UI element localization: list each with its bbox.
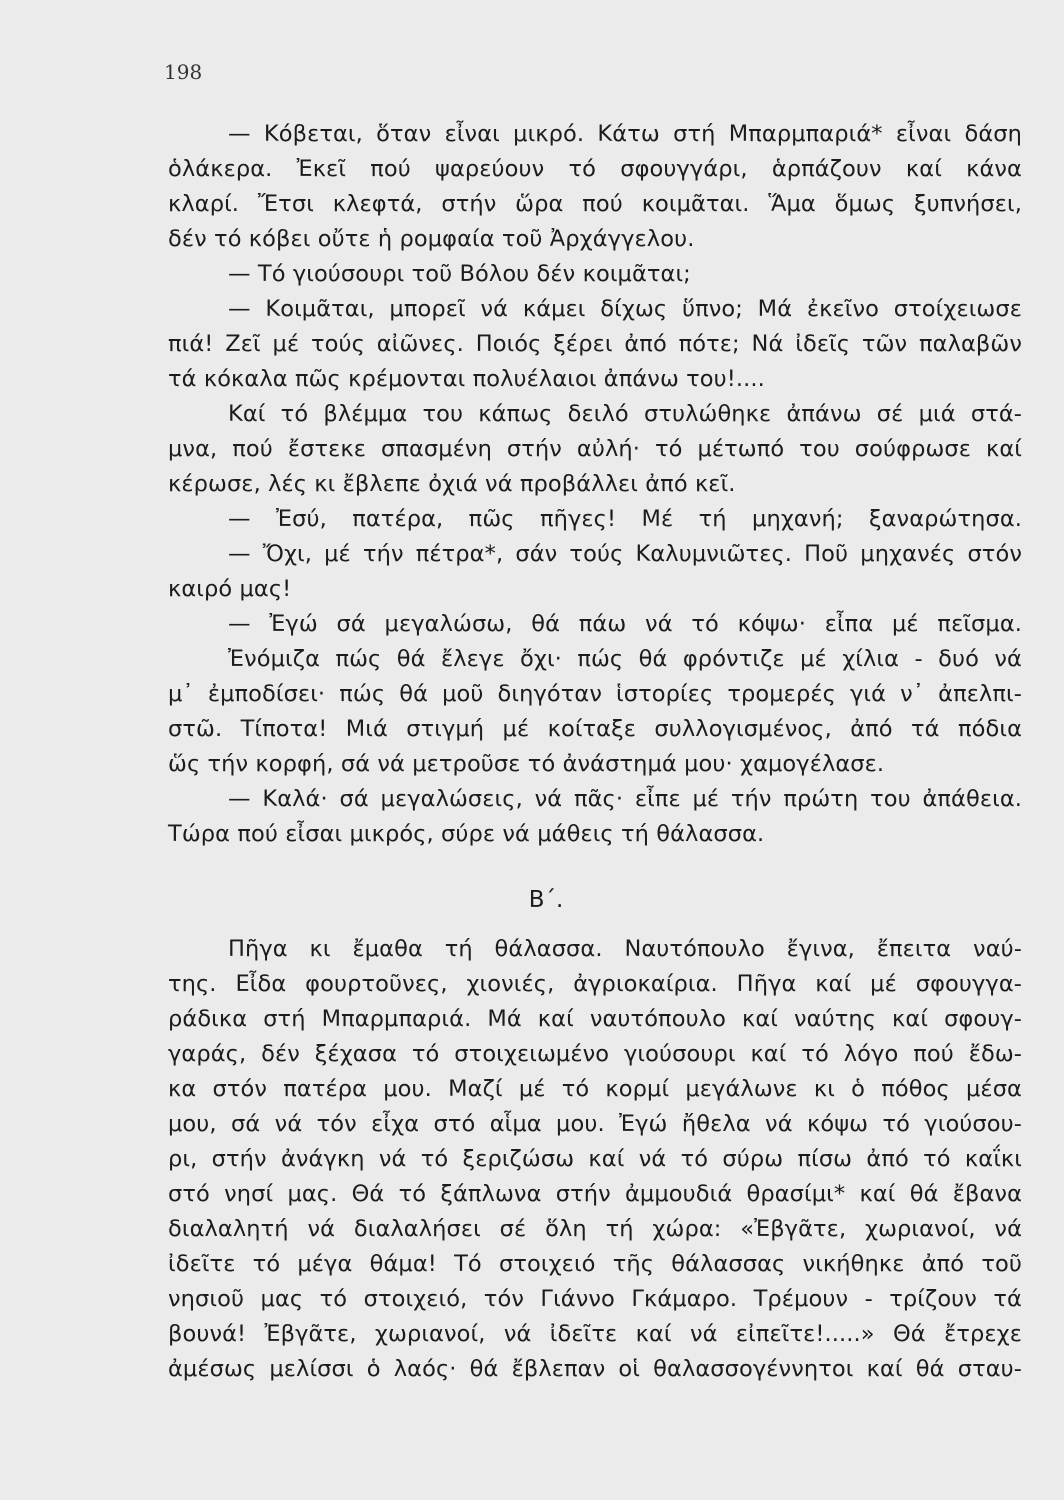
text-line: Ἐνόμιζα πώς θά ἔλεγε ὄχι· πώς θά φρόντιζε μέ χίλια - δυό νά — [228, 646, 1022, 672]
text-line: Πῆγα κι ἔμαθα τή θάλασσα. Ναυτόπουλο ἔγινα, ἔπειτα ναύ- — [228, 936, 1022, 962]
text-line: Τώρα πού εἶσαι μικρός, σύρε νά μάθεις τή θάλασσα. — [168, 821, 765, 847]
text-line: μου, σά νά τόν εἶχα στό αἷμα μου. Ἐγώ ἤθελα νά κόψω τό γιούσου- — [168, 1111, 1022, 1137]
text-line: — Κοιμᾶται, μπορεῖ νά κάμει δίχως ὕπνο; Μά ἐκεῖνο στοίχειωσε — [228, 296, 1022, 322]
text-line: κέρωσε, λές κι ἔβλεπε ὀχιά νά προβάλλει ἀπό κεῖ. — [168, 471, 736, 497]
text-line: νησιοῦ μας τό στοιχειό, τόν Γιάννο Γκάμαρο. Τρέμουν - τρίζουν τά — [168, 1286, 1022, 1312]
text-line: γαράς, δέν ξέχασα τό στοιχειωμένο γιούσουρι καί τό λόγο πού ἔδω- — [168, 1041, 1022, 1067]
text-line: δέν τό κόβει οὔτε ἡ ρομφαία τοῦ Ἀρχάγγελου. — [168, 226, 695, 252]
text-line: κλαρί. Ἔτσι κλεφτά, στήν ὥρα πού κοιμᾶται. Ἅμα ὅμως ξυπνήσει, — [168, 191, 1022, 217]
text-line: Καί τό βλέμμα του κάπως δειλό στυλώθηκε ἀπάνω σέ μιά στά- — [228, 401, 1022, 427]
text-line: καιρό μας! — [168, 576, 292, 602]
text-line: — Ἐσύ, πατέρα, πῶς πῆγες! Μέ τή μηχανή; ξαναρώτησα. — [228, 506, 1022, 532]
text-line: της. Εἶδα φουρτοῦνες, χιονιές, ἀγριοκαίρια. Πῆγα καί μέ σφουγγα- — [168, 971, 1022, 997]
section-heading: Β΄. — [528, 887, 564, 913]
text-line: ὁλάκερα. Ἐκεῖ πού ψαρεύουν τό σφουγγάρι, ἁρπάζουν καί κάνα — [168, 156, 1022, 182]
page-number: 198 — [164, 60, 203, 84]
text-line: ἰδεῖτε τό μέγα θάμα! Τό στοιχειό τῆς θάλασσας νικήθηκε ἀπό τοῦ — [168, 1251, 1022, 1277]
text-line: στό νησί μας. Θά τό ξάπλωνα στήν ἀμμουδιά θρασίμι* καί θά ἔβανα — [168, 1181, 1022, 1207]
text-line: μ᾽ ἐμποδίσει· πώς θά μοῦ διηγόταν ἱστορίες τρομερές γιά ν᾽ ἀπελπι- — [168, 681, 1022, 707]
text-line: διαλαλητή νά διαλαλήσει σέ ὅλη τή χώρα: «Ἐβγᾶτε, χωριανοί, νά — [168, 1216, 1022, 1242]
text-line: τά κόκαλα πῶς κρέμονται πολυέλαιοι ἀπάνω του!.... — [168, 366, 765, 392]
narrative-section — [168, 932, 1022, 1387]
text-line: — Ὄχι, μέ τήν πέτρα*, σάν τούς Καλυμνιῶτες. Ποῦ μηχανές στόν — [228, 541, 1022, 567]
text-line: πιά! Ζεῖ μέ τούς αἰῶνες. Ποιός ξέρει ἀπό πότε; Νά ἰδεῖς τῶν παλαβῶν — [168, 331, 1022, 357]
text-line: ἀμέσως μελίσσι ὁ λαός· θά ἔβλεπαν οἱ θαλασσογέννητοι καί θά σταυ- — [168, 1356, 1022, 1382]
text-line: στῶ. Τίποτα! Μιά στιγμή μέ κοίταξε συλλογισμένος, ἀπό τά πόδια — [168, 716, 1022, 742]
text-line: ὥς τήν κορφή, σά νά μετροῦσε τό ἀνάστημά μου· χαμογέλασε. — [168, 751, 885, 777]
text-line: κα στόν πατέρα μου. Μαζί μέ τό κορμί μεγάλωνε κι ὁ πόθος μέσα — [168, 1076, 1022, 1102]
dialogue-section — [168, 117, 1022, 852]
text-line: — Τό γιούσουρι τοῦ Βόλου δέν κοιμᾶται; — [228, 261, 691, 287]
text-line: — Καλά· σά μεγαλώσεις, νά πᾶς· εἶπε μέ τήν πρώτη του ἀπάθεια. — [228, 786, 1022, 812]
text-line: — Κόβεται, ὅταν εἶναι μικρό. Κάτω στή Μπαρμπαριά* εἶναι δάση — [228, 121, 1022, 147]
text-line: — Ἐγώ σά μεγαλώσω, θά πάω νά τό κόψω· εἶπα μέ πεῖσμα. — [228, 611, 1022, 637]
text-line: βουνά! Ἐβγᾶτε, χωριανοί, νά ἰδεῖτε καί νά εἰπεῖτε!.....» Θά ἔτρεχε — [168, 1321, 1022, 1347]
text-line: ρι, στήν ἀνάγκη νά τό ξεριζώσω καί νά τό σύρω πίσω ἀπό τό καΐκι — [168, 1146, 1022, 1172]
text-line: ράδικα στή Μπαρμπαριά. Μά καί ναυτόπουλο καί ναύτης καί σφουγ- — [168, 1006, 1022, 1032]
text-line: μνα, πού ἔστεκε σπασμένη στήν αὐλή· τό μέτωπό του σούφρωσε καί — [168, 436, 1022, 462]
